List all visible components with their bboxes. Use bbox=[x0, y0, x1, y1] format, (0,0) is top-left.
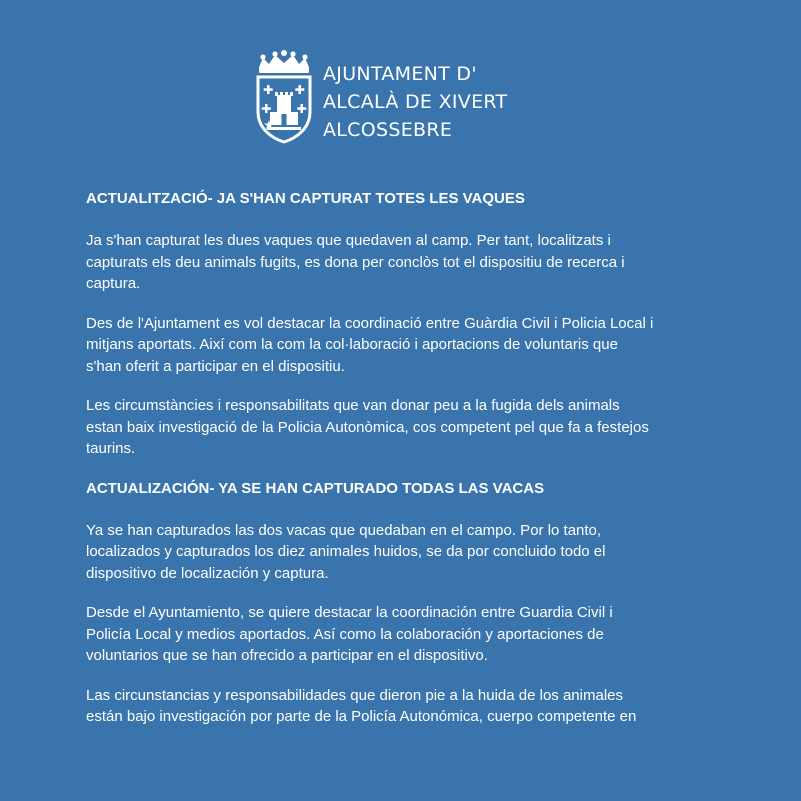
municipal-coat-of-arms-icon bbox=[253, 50, 315, 145]
text-line: estan baix investigació de la Policia Autonòmica, cos competent pel que fa a festejos bbox=[86, 418, 649, 436]
spanish-heading: ACTUALIZACIÓN- YA SE HAN CAPTURADO TODAS LAS VACAS bbox=[86, 479, 545, 497]
announcement-body bbox=[86, 188, 726, 728]
text-line: están bajo investigación por parte de la Policía Autonómica, cuerpo competente en bbox=[86, 708, 637, 725]
municipality-name-line-3: ALCOSSEBRE bbox=[323, 119, 453, 141]
text-line: Ya se han capturados las dos vacas que quedaban en el campo. Por lo tanto, bbox=[86, 521, 602, 539]
text-line: voluntarios que se han ofrecido a participar en el dispositivo. bbox=[86, 647, 488, 664]
municipality-name bbox=[323, 60, 563, 144]
text-line: dispositivo de localización y captura. bbox=[86, 564, 329, 582]
text-line: Las circunstancias y responsabilidades que dieron pie a la huida de los animales bbox=[86, 686, 623, 704]
municipality-name-line-2: ALCALÀ DE XIVERT bbox=[323, 91, 508, 113]
text-line: Ja s'han capturat les dues vaques que quedaven al camp. Per tant, localitzats i bbox=[86, 232, 611, 249]
text-line: Des de l'Ajuntament es vol destacar la coordinació entre Guàrdia Civil i Policia Local i bbox=[86, 314, 654, 332]
municipal-header bbox=[253, 50, 553, 145]
valencian-paragraph-3 bbox=[86, 395, 726, 460]
text-line: taurins. bbox=[86, 440, 136, 457]
text-line: Les circumstàncies i responsabilitats que van donar peu a la fugida dels animals bbox=[86, 397, 620, 414]
text-line: s'han oferit a participar en el dispositiu. bbox=[86, 357, 345, 375]
spanish-paragraph-1 bbox=[86, 520, 726, 585]
valencian-paragraph-1 bbox=[86, 230, 726, 295]
valencian-paragraph-2 bbox=[86, 313, 726, 378]
text-line: mitjans aportats. Així com la com la col·laboració i aportacions de voluntaris que bbox=[86, 336, 618, 353]
text-line: Desde el Ayuntamiento, se quiere destacar la coordinación entre Guardia Civil i bbox=[86, 604, 613, 621]
municipality-name-line-1: AJUNTAMENT D' bbox=[323, 63, 477, 85]
spanish-paragraph-2 bbox=[86, 602, 726, 667]
text-line: localizados y capturados los diez animales huidos, se da por concluido todo el bbox=[86, 543, 606, 560]
text-line: Policía Local y medios aportados. Así como la colaboración y aportaciones de bbox=[86, 625, 604, 643]
text-line: capturats els deu animals fugits, es dona per conclòs tot el dispositiu de recerca i bbox=[86, 253, 625, 271]
valencian-heading: ACTUALITZACIÓ- JA S'HAN CAPTURAT TOTES LES VAQUES bbox=[86, 190, 525, 207]
spanish-paragraph-3 bbox=[86, 685, 726, 728]
text-line: captura. bbox=[86, 275, 141, 292]
